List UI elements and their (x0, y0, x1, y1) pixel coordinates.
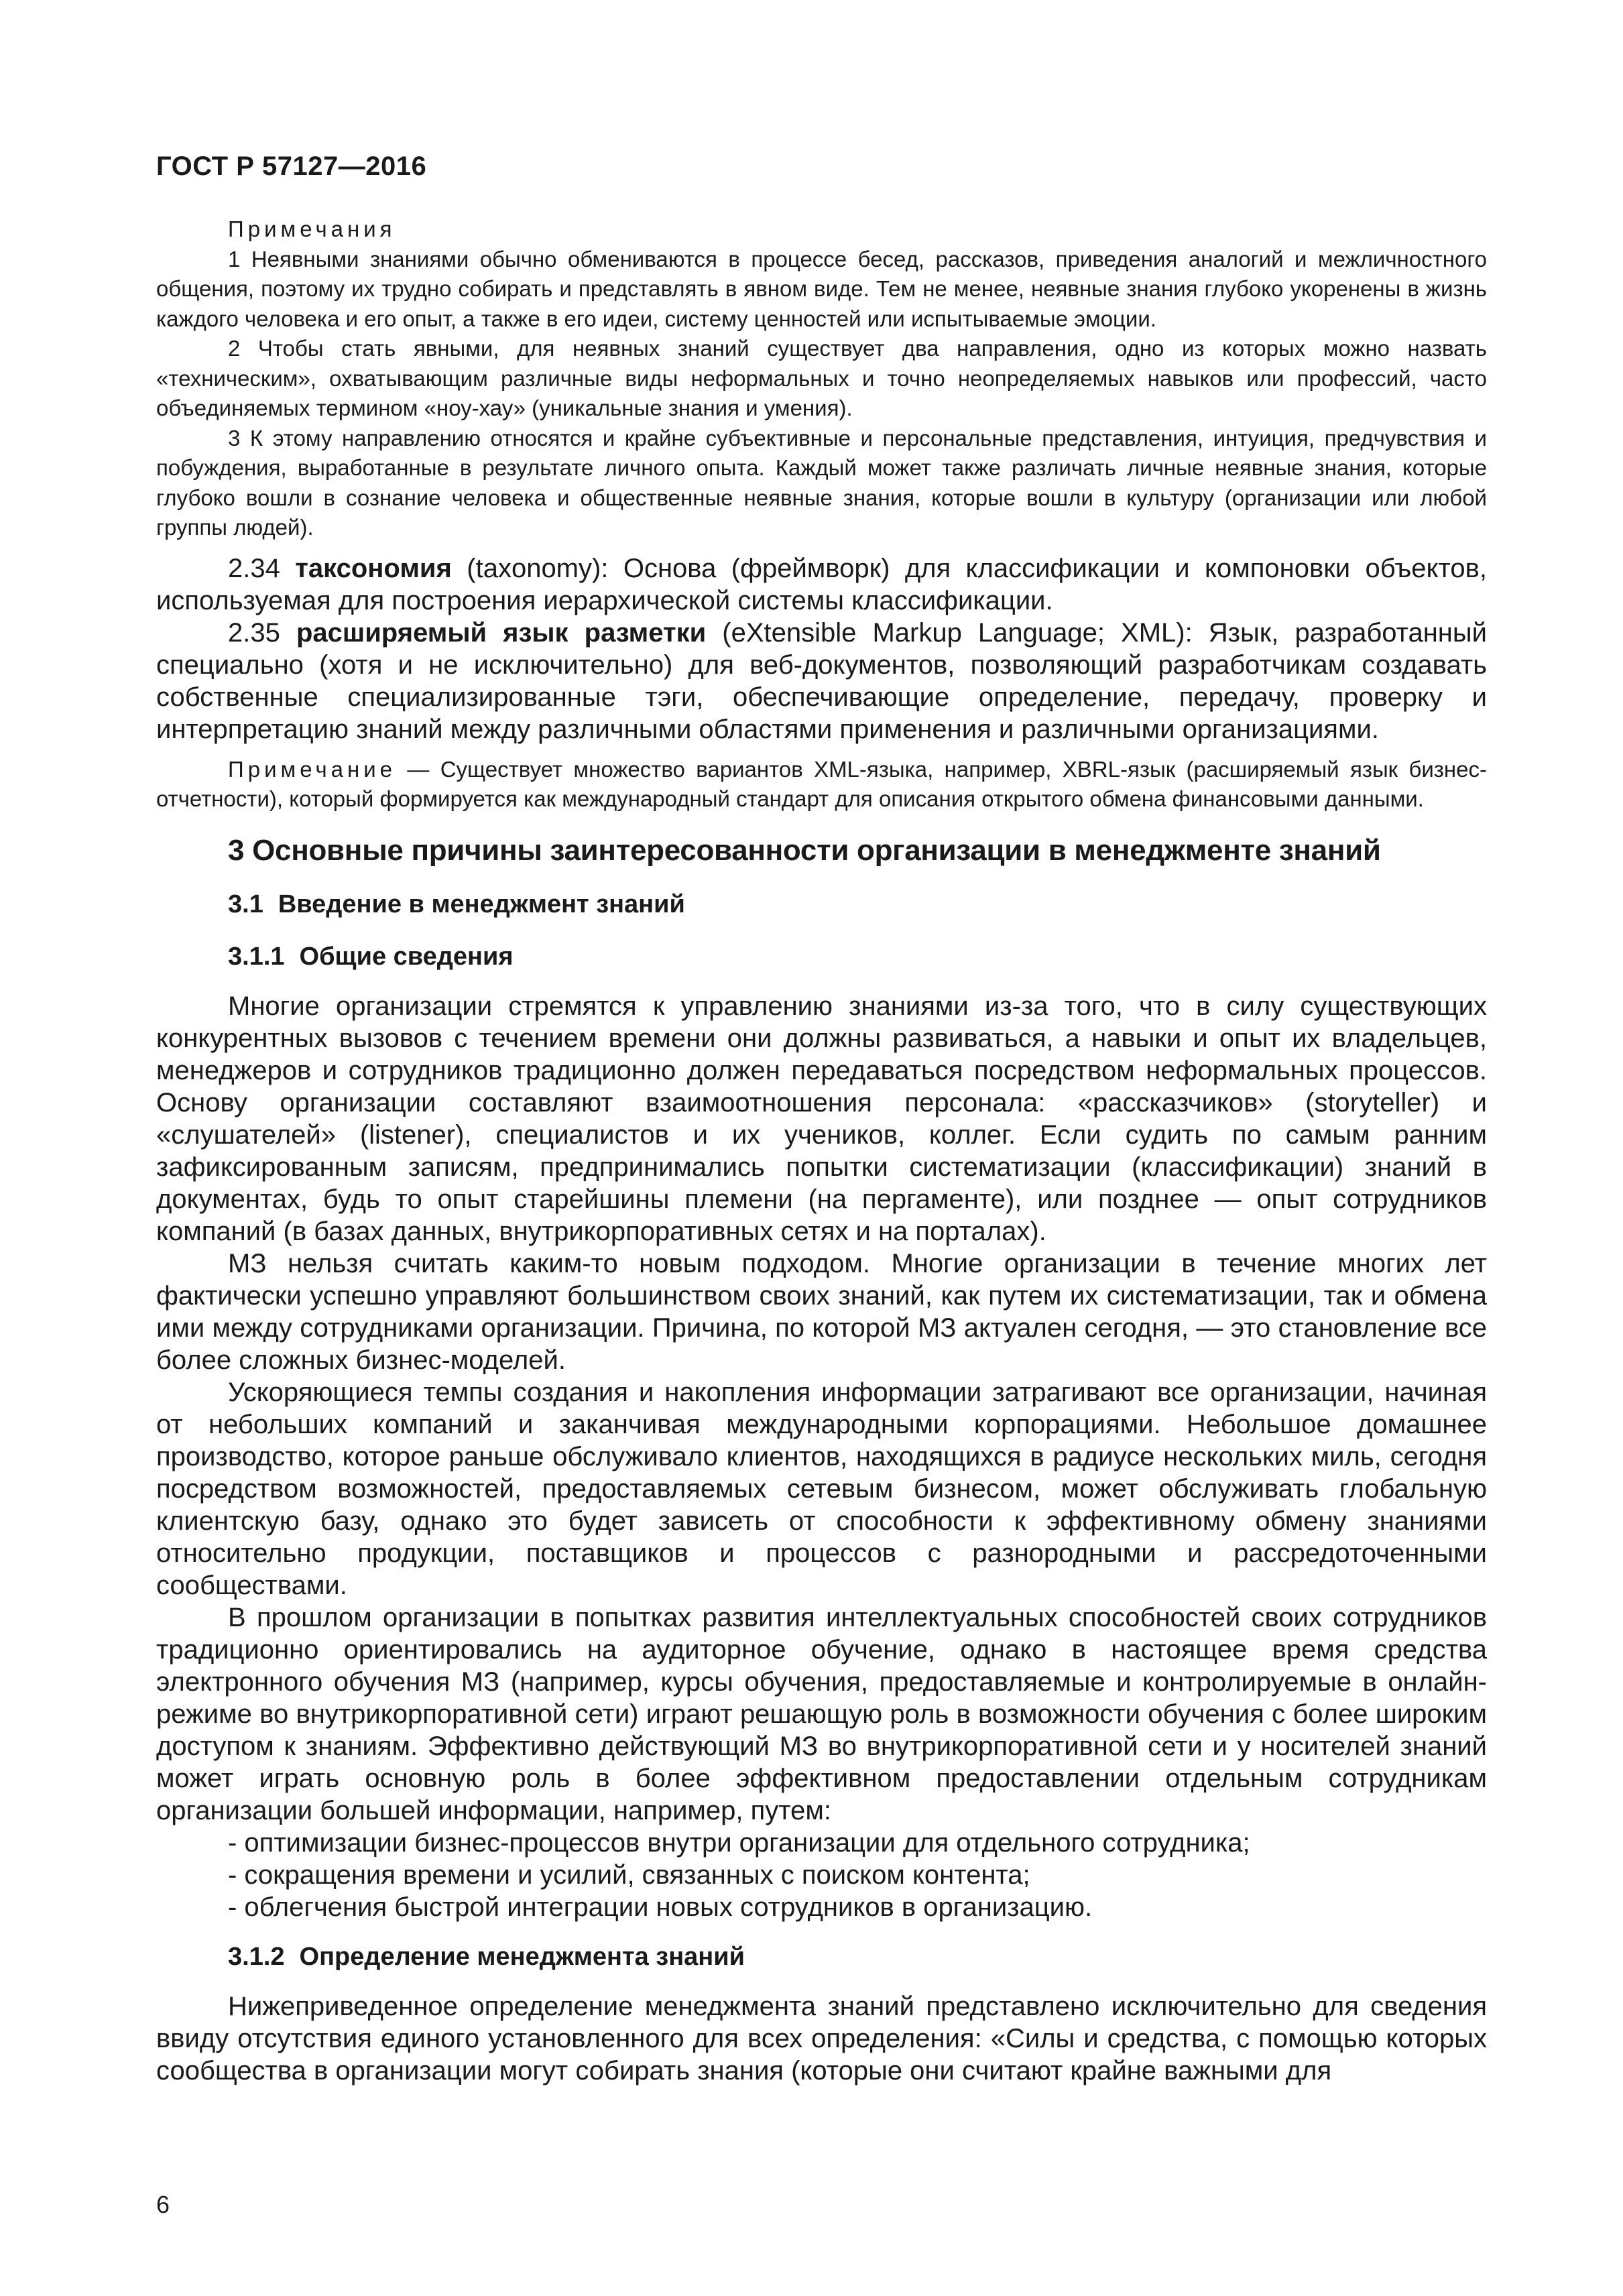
section-heading-3-1-2 (228, 1938, 1487, 1976)
body-paragraph: В прошлом организации в попытках развития интеллектуальных способностей своих сотрудников традиционно ориентировались на аудиторное обучение, однако в настоящее время средства электронного обучения МЗ (например, курсы обучения, предоставляемые и контролируемые в онлайн-режиме во внутрикорпоративной сети) играют решающую роль в возможности обучения с более широким доступом к знаниям. Эффективно действующий МЗ во внутрикорпоративной сети и у носителей знаний может играть основную роль в более эффективном предоставлении отдельным сотрудникам организации большей информации, например, путем: (156, 1602, 1487, 1825)
note-item: 1 Неявными знаниями обычно обмениваются в процессе бесед, рассказов, приведения аналогий и межличностного общения, поэтому их трудно собирать и представлять в явном виде. Тем не менее, неявные знания глубоко укоренены в жизнь каждого человека и его опыт, а также в его идеи, систему ценностей или испытываемые эмоции. (156, 246, 1487, 331)
definition-paragraph (156, 552, 1487, 617)
section-heading-3: 3 Основные причины заинтересованности организации в менеджменте знаний (228, 833, 1381, 867)
definition-text: (taxonomy): Основа (фреймворк) для классификации и компоновки объектов, используемая для построения иерархической системы классификации. (156, 553, 1487, 615)
list-item: - оптимизации бизнес-процессов внутри организации для отдельного сотрудника; (228, 1827, 1250, 1858)
definition-term: таксономия (295, 553, 452, 583)
body-paragraph: Многие организации стремятся к управлению знаниями из-за того, что в силу существующих конкурентных вызовов с течением времени они должны развиваться, а навыки и опыт их владельцев, менеджеров и сотрудников традиционно должен передаваться посредством неформальных процессов. Основу организации составляют взаимоотношения персонала: «рассказчиков» (storyteller) и «слушателей» (listener), специалистов и их учеников, коллег. Если судить по самым ранним зафиксированным записям, предпринимались попытки систематизации (классификации) знаний в документах, будь то опыт старейшины племени (на пергаменте), или позднее — опыт сотрудников компаний (в базах данных, внутрикорпоративных сетях и на порталах). (156, 991, 1487, 1246)
section-number: 3.1.1 (228, 942, 285, 971)
section-heading-3-1-1 (228, 938, 1487, 975)
body-paragraph: МЗ нельзя считать каким-то новым подходом. Многие организации в течение многих лет фактически успешно управляют большинством своих знаний, как путем их систематизации, так и обмена ими между сотрудниками организации. Причина, по которой МЗ актуален сегодня, — это становление все более сложных бизнес-моделей. (156, 1248, 1487, 1375)
section-title: Введение в менеджмент знаний (278, 890, 685, 918)
note-paragraph (156, 755, 1487, 814)
section-title: Общие сведения (299, 942, 514, 971)
page-number: 6 (156, 2191, 170, 2218)
notes-label: Примечания (228, 217, 396, 241)
definition-number: 2.35 (228, 617, 280, 648)
note-label: Примечание (228, 756, 397, 782)
list-item: - сокращения времени и усилий, связанных с поиском контента; (228, 1860, 1030, 1890)
definition-paragraph (156, 617, 1487, 745)
document-header: ГОСТ Р 57127—2016 (156, 152, 427, 181)
definition-2-34 (156, 552, 1487, 745)
section-number: 3.1.2 (228, 1942, 285, 1971)
note-item: 3 К этому направлению относятся и крайне субъективные и персональные представления, интуиция, предчувствия и побуждения, выработанные в результате личного опыта. Каждый может также различать личные неявные знания, которые глубоко вошли в сознание человека и общественные неявные знания, которые вошли в культуру (организации или любой группы людей). (156, 425, 1487, 540)
note-item: 2 Чтобы стать явными, для неявных знаний существует два направления, одно из которых можно назвать «техническим», охватывающим различные виды неформальных и точно неопределяемых навыков или профессий, часто объединяемых термином «ноу-хау» (уникальные знания и умения). (156, 336, 1487, 420)
list-item: - облегчения быстрой интеграции новых сотрудников в организацию. (228, 1892, 1093, 1922)
definition-text: (eXtensible Markup Language; XML): Язык, разработанный специально (хотя и не исключительно) для веб-документов, позволяющий разработчикам создавать собственные специализированные тэги, обеспечивающие определение, передачу, проверку и интерпретацию знаний между различными областями применения и различными организациями. (156, 617, 1487, 744)
section-title: Определение менеджмента знаний (299, 1942, 745, 1971)
body-paragraph: Ускоряющиеся темпы создания и накопления информации затрагивают все организации, начиная от небольших компаний и заканчивая международными корпорациями. Небольшое домашнее производство, которое раньше обслуживало клиентов, находящихся в радиусе нескольких миль, сегодня посредством возможностей, предоставляемых сетевым бизнесом, может обслуживать глобальную клиентскую базу, однако это будет зависеть от способности к эффективному обмену знаниями относительно продукции, поставщиков и процессов с разнородными и рассредоточенными сообществами. (156, 1377, 1487, 1600)
section-heading-3-1 (228, 886, 1487, 923)
body-paragraph: Нижеприведенное определение менеджмента знаний представлено исключительно для сведения ввиду отсутствия единого установленного для всех определения: «Силы и средства, с помощью которых сообщества в организации могут собирать знания (которые они считают крайне важными для (156, 1991, 1487, 2086)
section-number: 3.1 (228, 890, 263, 918)
page-content (156, 215, 1487, 2087)
definition-term: расширяемый язык разметки (296, 617, 707, 648)
notes-block (156, 215, 1487, 543)
definition-number: 2.34 (228, 553, 280, 583)
note-text: — Существует множество вариантов XML-языка, например, XBRL-язык (расширяемый язык бизнес-отчетности), который формируется как международный стандарт для описания открытого обмена финансовыми данными. (156, 756, 1487, 811)
